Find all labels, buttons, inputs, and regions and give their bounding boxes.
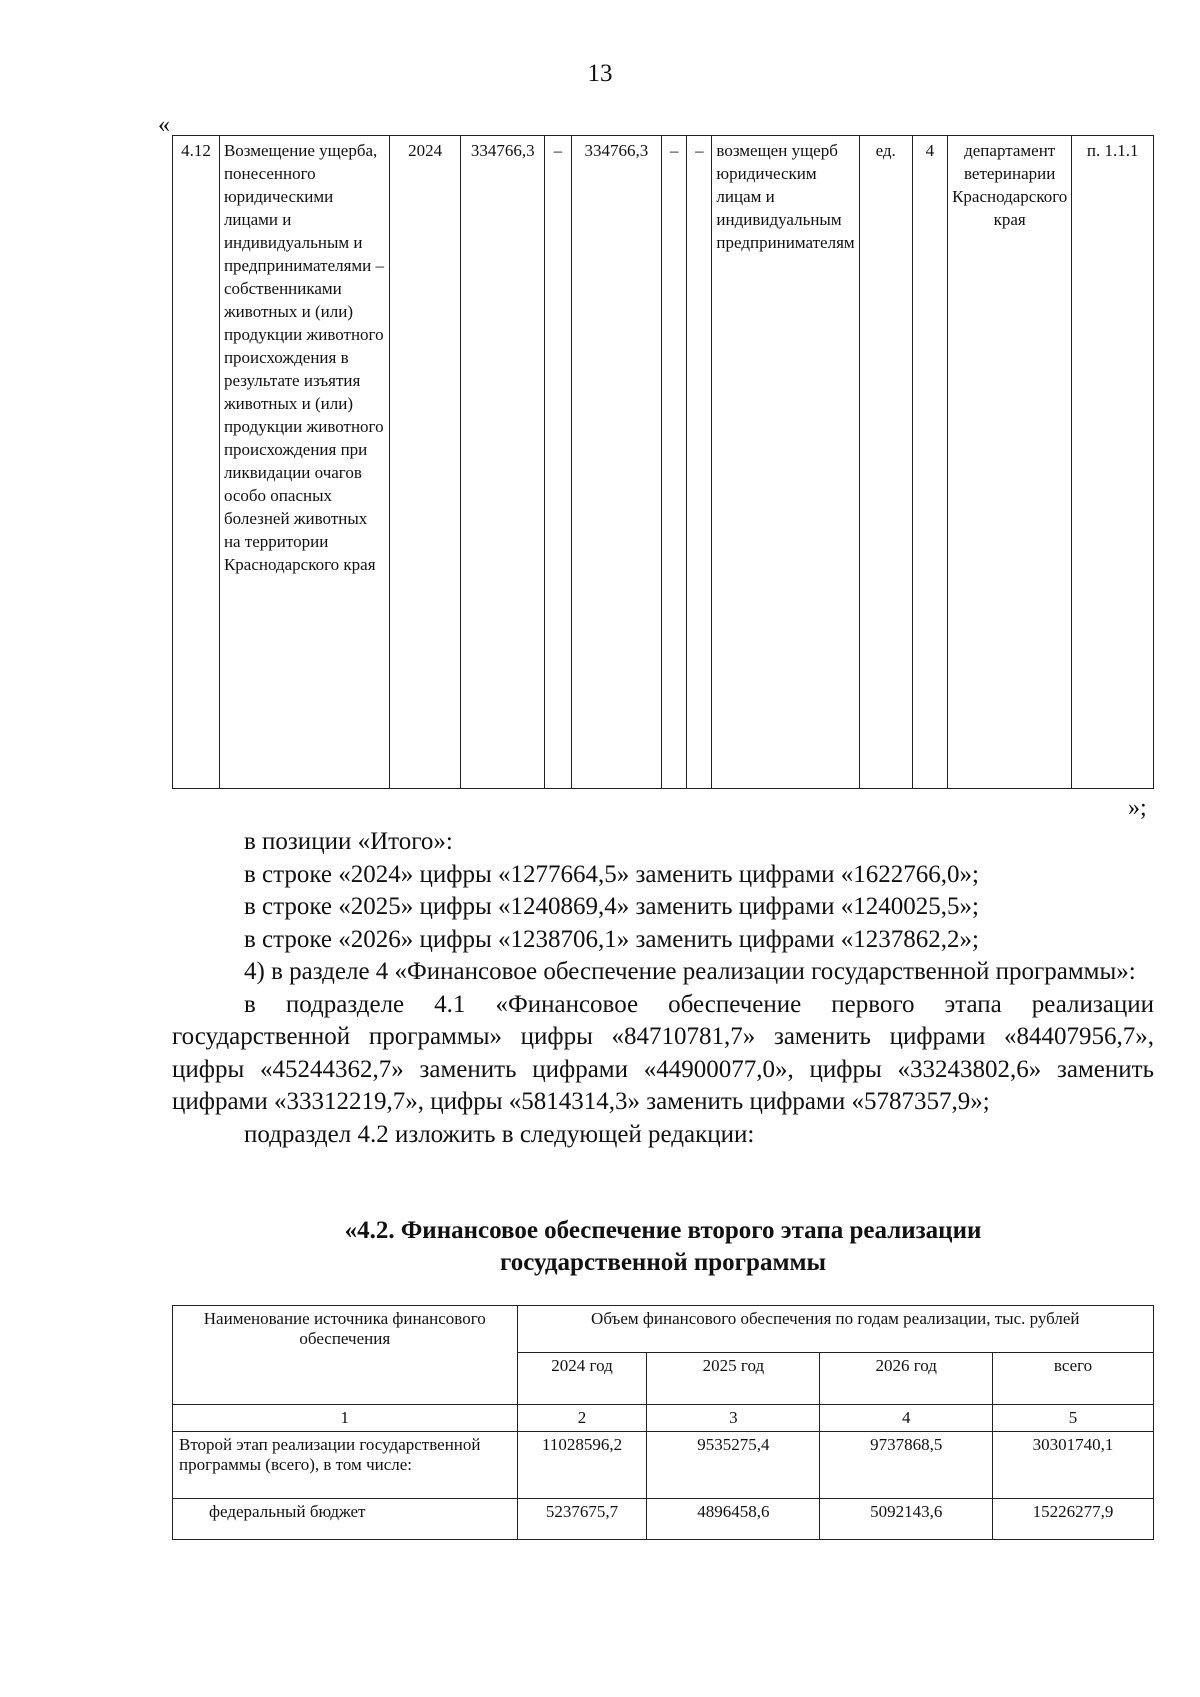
row-value: 5092143,6 [820,1499,993,1540]
page-number: 13 [587,60,613,87]
column-number: 1 [173,1405,518,1432]
row-source-name: федеральный бюджет [173,1499,518,1540]
row-value: 11028596,2 [517,1432,647,1499]
paragraph: подраздел 4.2 изложить в следующей редакции: [244,1120,755,1148]
row-value: 15226277,9 [993,1499,1154,1540]
opening-quote: « [158,112,170,138]
table-row [173,1432,1154,1499]
measure-result: возмещен ущерб юридическим лицам и индивидуальным предпринимателям [712,136,859,789]
row-value: 4896458,6 [647,1499,820,1540]
header-source: Наименование источника финансового обеспечения [173,1306,518,1405]
paragraph: в строке «2024» цифры «1277664,5» заменить цифрами «1622766,0»; [244,860,979,888]
header-year: 2024 год [517,1353,647,1405]
paragraph: в строке «2026» цифры «1238706,1» заменить цифрами «1237862,2»; [244,925,979,953]
section-heading-line: «4.2. Финансовое обеспечение второго этапа реализации [344,1217,982,1244]
measure-unit: ед. [859,136,912,789]
closing-quote: »; [1128,795,1147,821]
paragraph: в строке «2025» цифры «1240869,4» заменить цифрами «1240025,5»; [244,893,979,920]
table-header-row [173,1306,1154,1353]
measure-local: – [662,136,687,789]
column-number-row [173,1405,1154,1432]
row-value: 9737868,5 [820,1432,993,1499]
column-number: 3 [647,1405,820,1432]
header-year: 2025 год [647,1353,820,1405]
amendment-text [172,826,1154,1151]
measure-federal: – [545,136,572,789]
header-year: 2026 год [820,1353,993,1405]
measure-total: 334766,3 [461,136,545,789]
measure-reference: п. 1.1.1 [1072,136,1154,789]
table-row [173,1499,1154,1540]
column-number: 4 [820,1405,993,1432]
measure-regional: 334766,3 [571,136,661,789]
column-number: 5 [993,1405,1154,1432]
header-total: всего [993,1353,1154,1405]
measure-number: 4.12 [173,136,220,789]
measure-value: 4 [912,136,947,789]
column-number: 2 [517,1405,647,1432]
finance-table [172,1305,1154,1540]
measure-table [172,135,1154,789]
measure-other: – [687,136,712,789]
row-source-name: Второй этап реализации государственной программы (всего), в том числе: [173,1432,518,1499]
header-volume: Объем финансового обеспечения по годам реализации, тыс. рублей [517,1306,1153,1353]
table-row [173,136,1154,789]
row-value: 5237675,7 [517,1499,647,1540]
paragraph: в подразделе 4.1 «Финансовое обеспечение первого этапа реализации государственной программы» цифры «84710781,7» заменить цифрами «84407956,7», цифры «45244362,7» заменить цифрами «44900077,0», цифры «33243802,6» заменить цифрами «33312219,7», цифры «5814314,3» заменить цифрами «5787357,9»; [172,990,1154,1115]
paragraph: 4) в разделе 4 «Финансовое обеспечение реализации государственной программы»: [244,958,1136,985]
paragraph: в позиции «Итого»: [244,828,453,855]
section-heading [172,1215,1154,1279]
measure-year: 2024 [389,136,460,789]
measure-executor: департамент ветеринарии Краснодарского края [948,136,1072,789]
measure-description: Возмещение ущерба, понесенного юридическими лицами и индивидуальным и предпринимателями – собственниками животных и (или) продукции животного происхождения в результате изъятия животных и (или) продукции животного происхождения при ликвидации очагов особо опасных болезней животных на территории Краснодарского края [219,136,389,789]
row-value: 9535275,4 [647,1432,820,1499]
section-heading-line: государственной программы [499,1249,827,1276]
row-value: 30301740,1 [993,1432,1154,1499]
